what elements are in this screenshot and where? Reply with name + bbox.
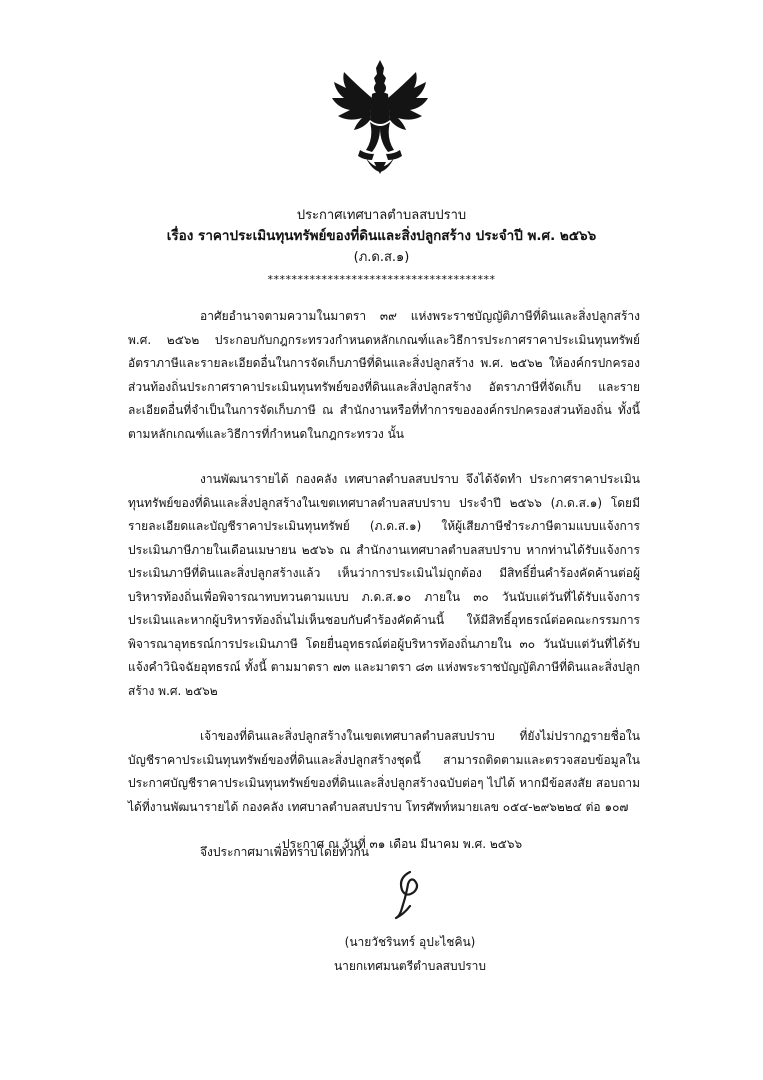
signer-position: นายกเทศมนตรีตำบลสบปราบ: [333, 959, 487, 973]
paragraph-assessment-details: งานพัฒนารายได้ กองคลัง เทศบาลตำบลสบปราบ จึงได้จัดทำ ประกาศราคาประเมินทุนทรัพย์ของที่ดินและสิ่งปลูกสร้างในเขตเทศบาลตำบลสบปราบ ประจำปี ๒๕๖๖ (ภ.ด.ส.๑) โดยมีรายละเอียดและบัญชีราคาประเมินทุนทรัพย์ (ภ.ด.ส.๑) ให้ผู้เสียภาษีชำระภาษีตามแบบแจ้งการประเมินภาษีภายในเดือนเมษายน ๒๕๖๖ ณ สำนักงานเทศบาลตำบลสบปราบ หากท่านได้รับแจ้งการประเมินภาษีที่ดินและสิ่งปลูกสร้างแล้ว เห็นว่าการประเมินไม่ถูกต้อง มีสิทธิ์ยื่นคำร้องคัดค้านต่อผู้บริหารท้องถิ่นเพื่อพิจารณาทบทวนตามแบบ ภ.ด.ส.๑๐ ภายใน ๓๐ วันนับแต่วันที่ได้รับแจ้งการประเมินและหากผู้บริหารท้องถิ่นไม่เห็นชอบกับคำร้องคัดค้านนี้ ให้มีสิทธิ์อุทธรณ์ต่อคณะกรรมการพิจารณาอุทธรณ์การประเมินภาษี โดยยื่นอุทธรณ์ต่อผู้บริหารท้องถิ่นภายใน ๓๐ วันนับแต่วันที่ได้รับแจ้งคำวินิจฉัยอุทธรณ์ ทั้งนี้ ตามมาตรา ๗๓ และมาตรา ๘๓ แห่งพระราชบัญญัติภาษีที่ดินและสิ่งปลูกสร้าง พ.ศ. ๒๕๖๒: [128, 472, 640, 698]
garuda-emblem-icon: [330, 58, 430, 176]
paragraph-legal-basis: อาศัยอำนาจตามความในมาตรา ๓๙ แห่งพระราชบัญญัติภาษีที่ดินและสิ่งปลูกสร้าง พ.ศ. ๒๕๖๒ ประกอบกับกฎกระทรวงกำหนดหลักเกณฑ์และวิธีการประกาศราคาประเมินทุนทรัพย์ อัตราภาษีและรายละเอียดอื่นในการจัดเก็บภาษีที่ดินและสิ่งปลูกสร้าง พ.ศ. ๒๕๖๒ ให้องค์กรปกครองส่วนท้องถิ่นประกาศราคาประเมินทุนทรัพย์ของที่ดินและสิ่งปลูกสร้าง อัตราภาษีที่จัดเก็บ และรายละเอียดอื่นที่จำเป็นในการจัดเก็บภาษี ณ สำนักงานหรือที่ทำการขององค์กรปกครองส่วนท้องถิ่น ทั้งนี้ตามหลักเกณฑ์และวิธีการที่กำหนดในกฎกระทรวง นั้น: [128, 309, 640, 441]
asterisk-separator: **************************************: [267, 273, 496, 286]
announcement-subject: เรื่อง ราคาประเมินทุนทรัพย์ของที่ดินและสิ่งปลูกสร้าง ประจำปี พ.ศ. ๒๕๖๖: [166, 228, 597, 244]
signer-name: (นายวัชรินทร์ อุปะไชคิน): [344, 935, 476, 949]
handwritten-signature: [388, 868, 428, 922]
paragraph-contact-info: เจ้าของที่ดินและสิ่งปลูกสร้างในเขตเทศบาลตำบลสบปราบ ที่ยังไม่ปรากฏรายชื่อในบัญชีราคาประเมินทุนทรัพย์ของที่ดินและสิ่งปลูกสร้างชุดนี้ สามารถติดตามและตรวจสอบข้อมูลในประกาศบัญชีราคาประเมินทุนทรัพย์ของที่ดินและสิ่งปลูกสร้างฉบับต่อๆ ไปได้ หากมีข้อสงสัย สอบถาม ได้ที่งานพัฒนารายได้ กองคลัง เทศบาลตำบลสบปราบ โทรศัพท์หมายเลข ๐๕๔-๒๙๖๒๒๔ ต่อ ๑๐๗: [128, 729, 640, 814]
announcement-body: [128, 305, 640, 871]
closing-statement: จึงประกาศมาเพื่อทราบโดยทั่วกัน: [200, 845, 369, 859]
signer-block: [300, 930, 520, 978]
announcement-date: ประกาศ ณ วันที่ ๓๑ เดือน มีนาคม พ.ศ. ๒๕๖๖: [282, 837, 523, 851]
form-code: (ภ.ด.ส.๑): [353, 250, 410, 265]
announcement-title: ประกาศเทศบาลตำบลสบปราบ: [296, 208, 467, 223]
announcement-header: [0, 205, 763, 288]
